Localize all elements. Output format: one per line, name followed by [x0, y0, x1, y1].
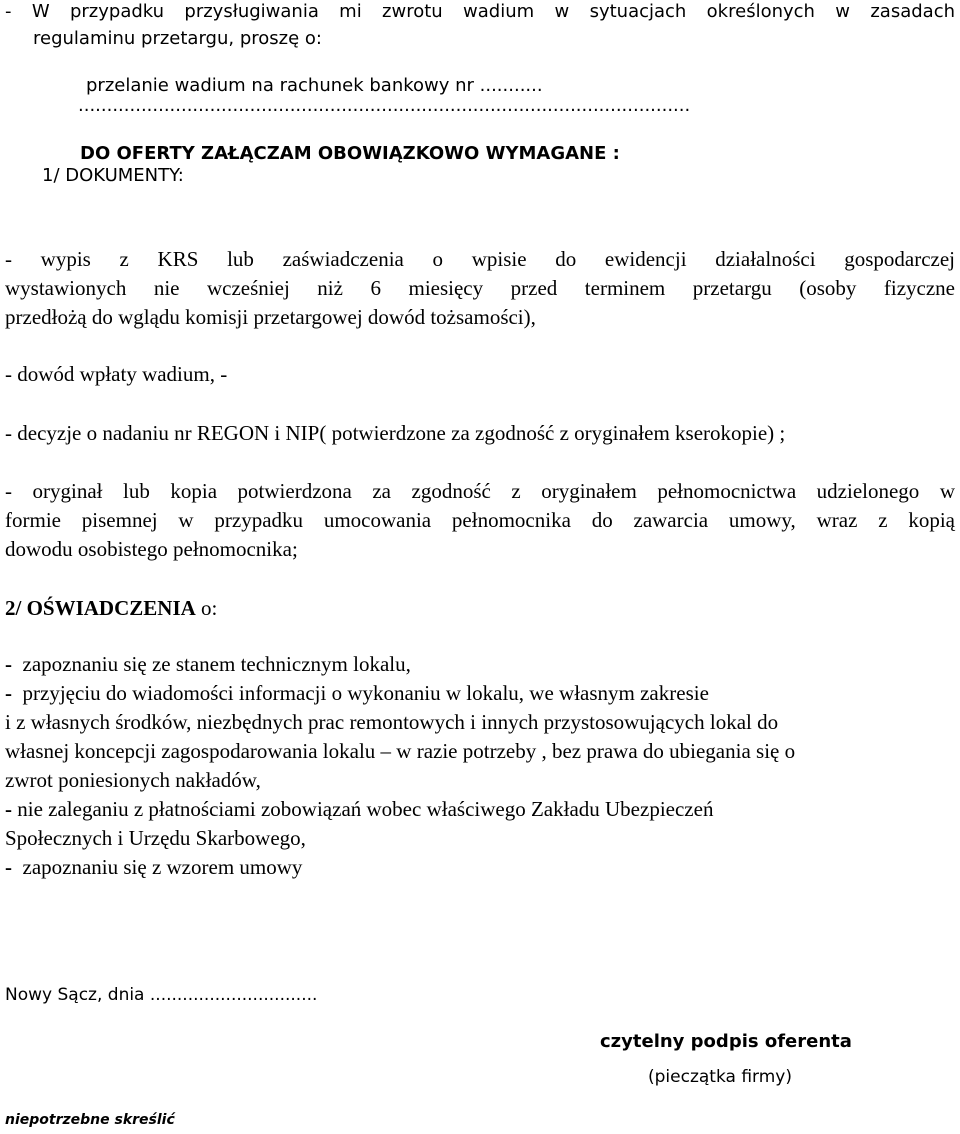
account-dots: ........................................................................................................... — [78, 95, 691, 116]
declaration-dash: - — [5, 855, 12, 879]
regon-nip: - decyzje o nadaniu nr REGON i NIP( potwierdzone za zgodność z oryginałem kserokopie) ; — [5, 421, 786, 445]
documents-heading: 1/ DOKUMENTY: — [42, 165, 184, 186]
stamp-label: (pieczątka firmy) — [648, 1067, 792, 1087]
declaration-2-line-2: i z własnych środków, niezbędnych prac remontowych i innych przystosowujących lokal do — [5, 710, 779, 734]
poa-line-1: - oryginał lub kopia potwierdzona za zgodność z oryginałem pełnomocnictwa udzielonego w — [5, 479, 955, 503]
transfer-text: przelanie wadium na rachunek bankowy nr ........... — [86, 75, 543, 96]
deposit-proof: - dowód wpłaty wadium, - — [5, 362, 228, 386]
wadium-line-2: regulaminu przetargu, proszę o: — [33, 28, 322, 49]
footnote: niepotrzebne skreślić — [5, 1112, 175, 1128]
declaration-dash: - — [5, 652, 12, 676]
declaration-3-text: nie zaleganiu z płatnościami zobowiązań wobec właściwego Zakładu Ubezpieczeń — [17, 797, 714, 821]
krs-line-1: - wypis z KRS lub zaświadczenia o wpisie do ewidencji działalności gospodarczej — [5, 247, 955, 271]
declaration-3-line-2: Społecznych i Urzędu Skarbowego, — [5, 826, 306, 850]
declaration-4 — [5, 855, 302, 880]
declarations-heading-rest: o: — [195, 596, 218, 620]
wadium-line-1: - W przypadku przysługiwania mi zwrotu wadium w sytuacjach określonych w zasadach — [5, 1, 955, 22]
declaration-3 — [5, 797, 713, 822]
declaration-2 — [5, 681, 709, 706]
declarations-heading — [5, 596, 217, 621]
declaration-dash: - — [5, 681, 12, 705]
declaration-2-line-3: własnej koncepcji zagospodarowania lokalu – w razie potrzeby , bez prawa do ubiegania się o — [5, 739, 796, 763]
declaration-1-text: zapoznaniu się ze stanem technicznym lokalu, — [22, 652, 411, 676]
declaration-4-text: zapoznaniu się z wzorem umowy — [22, 855, 303, 879]
declaration-2-text: przyjęciu do wiadomości informacji o wykonaniu w lokalu, we własnym zakresie — [22, 681, 709, 705]
place-date: Nowy Sącz, dnia ............................... — [5, 985, 318, 1005]
krs-line-2: wystawionych nie wcześniej niż 6 miesięcy przed terminem przetargu (osoby fizyczne — [5, 276, 955, 300]
declaration-2-line-4: zwrot poniesionych nakładów, — [5, 768, 261, 792]
declarations-heading-bold: 2/ OŚWIADCZENIA — [5, 596, 196, 620]
declaration-1 — [5, 652, 411, 677]
attachments-heading: DO OFERTY ZAŁĄCZAM OBOWIĄZKOWO WYMAGANE : — [80, 143, 620, 164]
krs-line-3: przedłożą do wglądu komisji przetargowej dowód tożsamości), — [5, 305, 536, 329]
declaration-dash: - — [5, 797, 12, 821]
poa-line-2: formie pisemnej w przypadku umocowania pełnomocnika do zawarcia umowy, wraz z kopią — [5, 508, 955, 532]
poa-line-3: dowodu osobistego pełnomocnika; — [5, 537, 298, 561]
signature-label: czytelny podpis oferenta — [600, 1031, 852, 1052]
